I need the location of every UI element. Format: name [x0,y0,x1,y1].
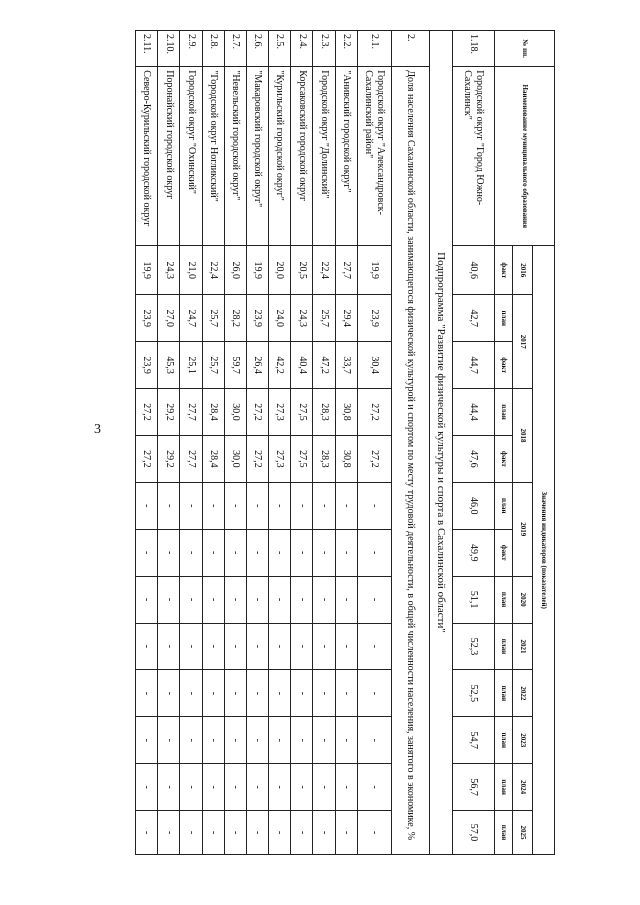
value-cell: - [136,717,158,764]
value-cell: 59,7 [224,342,246,389]
value-cell: - [158,482,180,529]
section-title: Доля населения Сахалинской области, занимающегося физической культурой и спортом по месту трудовой деятельности, в общей численности населения, занятого в экономике, % [391,67,429,855]
value-cell: 19,9 [246,246,268,295]
value-cell: - [313,576,335,623]
value-cell: 40,4 [291,342,313,389]
value-cell: - [357,576,391,623]
value-cell: - [313,482,335,529]
value-cell: 20,0 [269,246,291,295]
table-row [313,31,335,855]
value-cell: - [357,764,391,811]
value-cell: - [357,811,391,855]
value-cell: - [180,576,202,623]
value-cell: - [335,623,357,670]
value-cell: - [313,717,335,764]
indicator-table-wrapper [135,30,555,855]
value-cell: 56,7 [452,764,494,811]
value-cell: - [246,529,268,576]
row-number: 2.8. [202,31,224,67]
value-cell: - [158,764,180,811]
subheader-cell: факт [495,435,513,482]
value-cell: - [291,670,313,717]
value-cell: 25,7 [313,295,335,342]
value-cell: - [224,764,246,811]
year-header: 2021 [513,623,533,670]
subheader-cell: план [495,482,513,529]
value-cell: 22,4 [202,246,224,295]
subheader-cell: факт [495,529,513,576]
table-row [136,31,158,855]
value-cell: 54,7 [452,717,494,764]
value-cell: - [246,717,268,764]
value-cell: - [136,529,158,576]
subprogram-row [429,31,452,855]
municipality-name: "Курильский городской округ" [269,67,291,246]
row-number: 2.7. [224,31,246,67]
section-number: 2. [391,31,429,67]
municipality-name: Городской округ "Охинский" [180,67,202,246]
value-cell: - [180,764,202,811]
value-cell: 23,9 [357,295,391,342]
municipality-name: Корсаковский городской округ [291,67,313,246]
value-cell: - [313,764,335,811]
table-row [246,31,268,855]
subheader-cell: факт [495,342,513,389]
row-number: 2.9. [180,31,202,67]
year-header: 2019 [513,482,533,576]
value-cell: - [202,529,224,576]
value-cell: - [335,717,357,764]
value-cell: - [180,623,202,670]
indicator-header: Значения индикаторов (показателей) [533,246,555,855]
table-row [269,31,291,855]
value-cell: - [335,482,357,529]
value-cell: - [313,623,335,670]
value-cell: - [202,482,224,529]
municipality-name: Городской округ "Город Южно-Сахалинск" [452,67,494,246]
value-cell: 23,9 [246,295,268,342]
value-cell: - [313,670,335,717]
row-number: 2.10. [158,31,180,67]
year-header: 2018 [513,389,533,483]
value-cell: - [202,717,224,764]
value-cell: 28,3 [313,435,335,482]
value-cell: 26,0 [224,246,246,295]
year-header: 2023 [513,717,533,764]
value-cell: 40,6 [452,246,494,295]
value-cell: - [158,623,180,670]
year-header: 2024 [513,764,533,811]
value-cell: - [158,670,180,717]
value-cell: 20,5 [291,246,313,295]
value-cell: 29,2 [158,389,180,436]
value-cell: 29,4 [335,295,357,342]
row-number: 2.5. [269,31,291,67]
indicator-table [135,30,555,855]
value-cell: 51,1 [452,576,494,623]
row-number: 2.4. [291,31,313,67]
table-row [202,31,224,855]
subheader-cell: план [495,811,513,855]
col-num-header: № пп. [495,31,555,67]
value-cell: - [224,529,246,576]
row-number: 2.11. [136,31,158,67]
value-cell: 27,3 [269,389,291,436]
value-cell: - [291,717,313,764]
municipality-name: Городской округ "Долинский" [313,67,335,246]
value-cell: - [291,811,313,855]
value-cell: - [224,482,246,529]
value-cell: 49,9 [452,529,494,576]
row-number: 2.6. [246,31,268,67]
table-row [180,31,202,855]
value-cell: 52,5 [452,670,494,717]
subheader-cell: план [495,670,513,717]
value-cell: - [357,717,391,764]
subprogram-title: Подпрограмма "Развитие физической культуры и спорта в Сахалинской области" [429,31,452,855]
value-cell: 23,9 [136,295,158,342]
value-cell: - [357,482,391,529]
value-cell: - [291,623,313,670]
subheader-cell: факт [495,246,513,295]
subheader-cell: план [495,389,513,436]
value-cell: - [224,811,246,855]
value-cell: - [180,482,202,529]
value-cell: 30,0 [224,435,246,482]
value-cell: 27,7 [180,435,202,482]
municipality-name: "Городской округ Ногликский" [202,67,224,246]
value-cell: - [335,764,357,811]
value-cell: 27,2 [136,435,158,482]
value-cell: - [136,764,158,811]
value-cell: - [224,623,246,670]
value-cell: - [269,529,291,576]
municipality-name: "Макаровский городской округ" [246,67,268,246]
value-cell: 33,7 [335,342,357,389]
value-cell: 27,2 [357,389,391,436]
table-row [158,31,180,855]
value-cell: 47,2 [313,342,335,389]
value-cell: - [269,717,291,764]
value-cell: - [269,482,291,529]
municipality-name: Городской округ "Александровск-Сахалинский район" [357,67,391,246]
value-cell: - [291,576,313,623]
value-cell: 24,3 [158,246,180,295]
row-number: 1.18. [452,31,494,67]
value-cell: - [246,482,268,529]
value-cell: 29,2 [158,435,180,482]
year-header: 2017 [513,295,533,389]
value-cell: 22,4 [313,246,335,295]
subheader-cell: план [495,576,513,623]
table-row [335,31,357,855]
table-row [291,31,313,855]
year-header: 2022 [513,670,533,717]
value-cell: 24,3 [291,295,313,342]
value-cell: 25,7 [202,295,224,342]
value-cell: 52,3 [452,623,494,670]
subheader-cell: план [495,717,513,764]
value-cell: - [335,529,357,576]
municipality-name: Северо-Курильский городской округ [136,67,158,246]
value-cell: 27,2 [136,389,158,436]
value-cell: 28,3 [313,389,335,436]
year-header: 2016 [513,246,533,295]
value-cell: 27,0 [158,295,180,342]
value-cell: 26,4 [246,342,268,389]
value-cell: - [202,576,224,623]
value-cell: - [246,764,268,811]
row-number: 2.1. [357,31,391,67]
row-number: 2.3. [313,31,335,67]
value-cell: - [269,623,291,670]
value-cell: - [246,670,268,717]
value-cell: 30,8 [335,389,357,436]
value-cell: - [158,811,180,855]
value-cell: 27,5 [291,389,313,436]
value-cell: - [180,811,202,855]
value-cell: - [269,576,291,623]
value-cell: - [269,764,291,811]
section-row [391,31,429,855]
value-cell: 19,9 [136,246,158,295]
value-cell: 57,0 [452,811,494,855]
value-cell: - [136,623,158,670]
value-cell: - [313,529,335,576]
value-cell: - [335,576,357,623]
subheader-cell: план [495,623,513,670]
value-cell: 30,4 [357,342,391,389]
value-cell: 46,0 [452,482,494,529]
value-cell: - [202,670,224,717]
value-cell: - [224,717,246,764]
value-cell: - [246,811,268,855]
value-cell: - [291,482,313,529]
value-cell: 30,8 [335,435,357,482]
value-cell: - [202,764,224,811]
table-row [357,31,391,855]
value-cell: - [180,670,202,717]
value-cell: - [269,670,291,717]
value-cell: - [202,811,224,855]
value-cell: - [291,764,313,811]
value-cell: - [357,623,391,670]
row-number: 2.2. [335,31,357,67]
value-cell: - [335,811,357,855]
table-row [452,31,494,855]
value-cell: 27,7 [180,389,202,436]
value-cell: 44,7 [452,342,494,389]
table-row [224,31,246,855]
value-cell: 25,7 [202,342,224,389]
value-cell: - [158,717,180,764]
municipality-name: "Невельский городской округ" [224,67,246,246]
col-name-header: Наименование муниципального образования [495,67,555,246]
value-cell: 25,1 [180,342,202,389]
value-cell: 42,2 [269,342,291,389]
year-header: 2020 [513,576,533,623]
value-cell: - [269,811,291,855]
value-cell: - [180,717,202,764]
value-cell: 27,2 [357,435,391,482]
value-cell: - [158,576,180,623]
value-cell: 23,9 [136,342,158,389]
value-cell: - [180,529,202,576]
municipality-name: "Анивский городской округ" [335,67,357,246]
value-cell: 44,4 [452,389,494,436]
subheader-cell: план [495,295,513,342]
value-cell: - [136,576,158,623]
value-cell: - [202,623,224,670]
municipality-rows [136,31,392,855]
municipality-name: Поронайский городской округ [158,67,180,246]
value-cell: - [136,670,158,717]
value-cell: 27,5 [291,435,313,482]
value-cell: 28,4 [202,389,224,436]
value-cell: - [357,670,391,717]
value-cell: - [224,576,246,623]
year-header: 2025 [513,811,533,855]
value-cell: 19,9 [357,246,391,295]
value-cell: 47,6 [452,435,494,482]
value-cell: - [158,529,180,576]
value-cell: 28,4 [202,435,224,482]
value-cell: - [246,623,268,670]
value-cell: - [136,482,158,529]
subheader-cell: план [495,764,513,811]
value-cell: 24,0 [269,295,291,342]
value-cell: 21,0 [180,246,202,295]
value-cell: - [224,670,246,717]
value-cell: - [136,811,158,855]
value-cell: - [291,529,313,576]
value-cell: - [335,670,357,717]
value-cell: 27,2 [246,389,268,436]
page-number: 3 [94,422,101,437]
value-cell: 27,2 [246,435,268,482]
value-cell: 27,3 [269,435,291,482]
value-cell: 45,3 [158,342,180,389]
value-cell: 42,7 [452,295,494,342]
value-cell: 27,7 [335,246,357,295]
value-cell: 24,7 [180,295,202,342]
value-cell: - [246,576,268,623]
value-cell: - [313,811,335,855]
value-cell: 30,0 [224,389,246,436]
value-cell: - [357,529,391,576]
value-cell: 28,2 [224,295,246,342]
